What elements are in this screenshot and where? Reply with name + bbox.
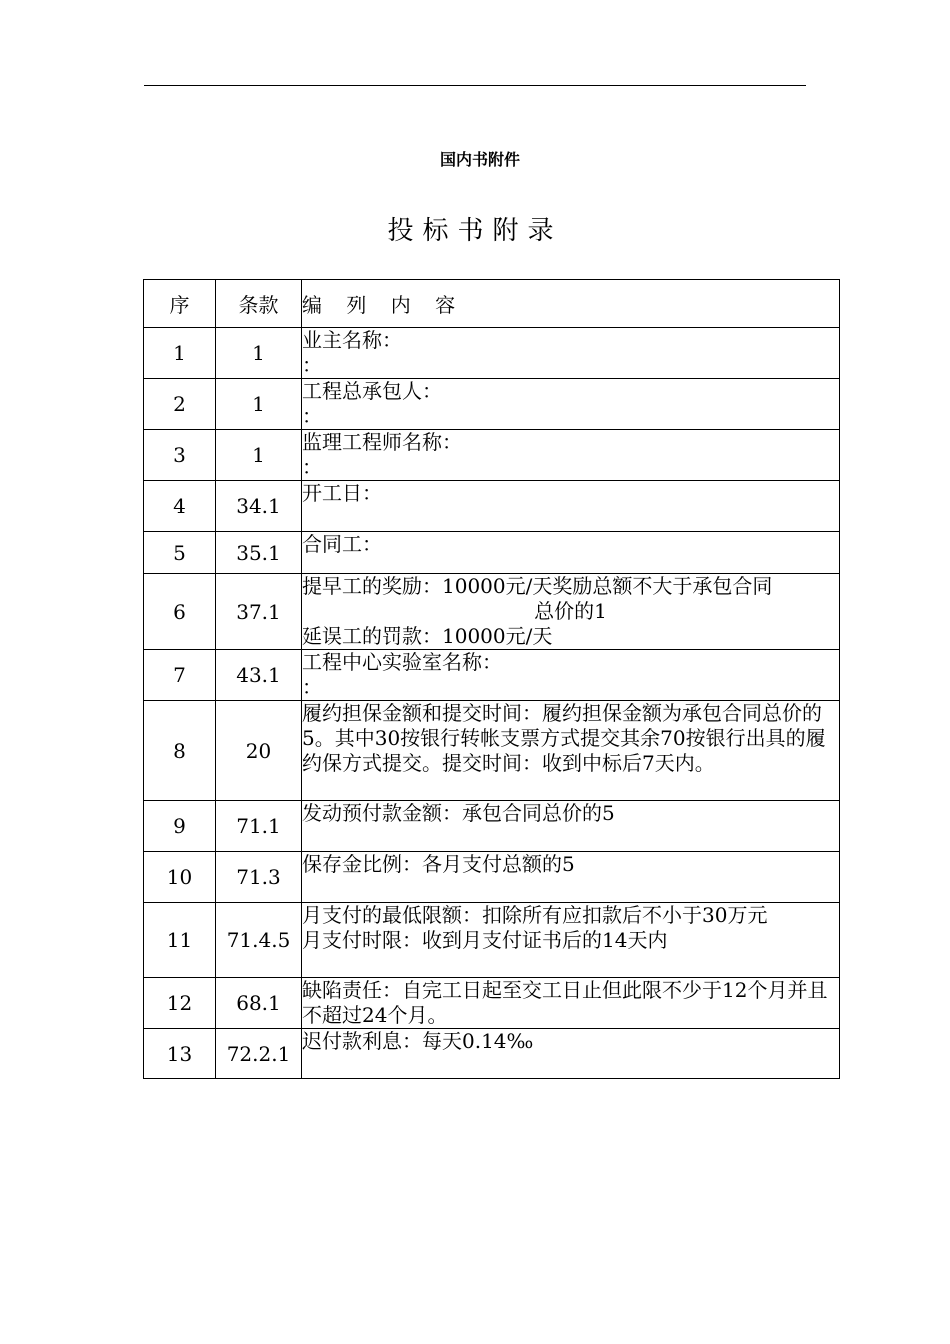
row-line: 保存金比例：各月支付总额的5 bbox=[302, 852, 575, 876]
row-text: 缺陷责任：自完工日起至交工日止但此限不少于12个月并且不超过24个月。 bbox=[302, 978, 828, 1027]
row-line: 工程总承包人： bbox=[302, 379, 442, 403]
table-row bbox=[144, 701, 840, 801]
row-seq: 13 bbox=[144, 1029, 216, 1079]
row-seq: 5 bbox=[144, 532, 216, 574]
document-title: 投标书附录 bbox=[387, 216, 563, 246]
table-row bbox=[144, 903, 840, 978]
row-seq: 2 bbox=[144, 379, 216, 430]
row-seq: 12 bbox=[144, 978, 216, 1029]
row-clause: 35.1 bbox=[216, 532, 302, 574]
row-seq: 1 bbox=[144, 328, 216, 379]
row-seq: 6 bbox=[144, 574, 216, 650]
row-seq: 7 bbox=[144, 650, 216, 701]
row-line: 延误工的罚款：10000元/天 bbox=[302, 624, 553, 648]
row-content bbox=[302, 328, 840, 379]
row-content bbox=[302, 701, 840, 801]
row-clause: 43.1 bbox=[216, 650, 302, 701]
row-line: 提早工的奖励：10000元/天奖励总额不大于承包合同 bbox=[302, 574, 773, 598]
row-line: 月支付时限：收到月支付证书后的14天内 bbox=[302, 928, 668, 952]
table-row bbox=[144, 801, 840, 852]
row-seq: 8 bbox=[144, 701, 216, 801]
row-line: 业主名称： bbox=[302, 328, 402, 352]
row-seq: 10 bbox=[144, 852, 216, 903]
row-seq: 9 bbox=[144, 801, 216, 852]
row-clause: 34.1 bbox=[216, 481, 302, 532]
row-clause: 68.1 bbox=[216, 978, 302, 1029]
row-clause: 1 bbox=[216, 379, 302, 430]
row-clause: 71.3 bbox=[216, 852, 302, 903]
row-content bbox=[302, 801, 840, 852]
table-row bbox=[144, 852, 840, 903]
row-clause: 1 bbox=[216, 430, 302, 481]
row-clause: 71.1 bbox=[216, 801, 302, 852]
table-row bbox=[144, 532, 840, 574]
row-seq: 4 bbox=[144, 481, 216, 532]
row-clause: 72.2.1 bbox=[216, 1029, 302, 1079]
row-line: 合同工： bbox=[302, 532, 382, 556]
table-row bbox=[144, 328, 840, 379]
table-row bbox=[144, 379, 840, 430]
row-line: 工程中心实验室名称： bbox=[302, 650, 502, 674]
top-rule bbox=[144, 85, 806, 86]
row-line: 迟付款利息：每天0.14‰ bbox=[302, 1029, 534, 1053]
row-clause: 71.4.5 bbox=[216, 903, 302, 978]
row-content bbox=[302, 903, 840, 978]
row-text: 月支付的最低限额：扣除所有应扣款后不小于30万元 bbox=[302, 903, 768, 927]
row-line: ： bbox=[302, 675, 322, 699]
table-row bbox=[144, 574, 840, 650]
table-row bbox=[144, 481, 840, 532]
row-content bbox=[302, 852, 840, 903]
table-row bbox=[144, 430, 840, 481]
row-content bbox=[302, 1029, 840, 1079]
header-seq: 序 bbox=[144, 280, 216, 328]
document-subtitle: 国内书附件 bbox=[439, 150, 520, 169]
row-seq: 3 bbox=[144, 430, 216, 481]
row-content bbox=[302, 574, 840, 650]
row-line: ： bbox=[302, 455, 322, 479]
row-content bbox=[302, 379, 840, 430]
row-line: ： bbox=[302, 353, 322, 377]
row-line: 开工日： bbox=[302, 481, 382, 505]
row-content bbox=[302, 481, 840, 532]
header-clause: 条款 bbox=[216, 280, 302, 328]
row-clause: 20 bbox=[216, 701, 302, 801]
row-clause: 1 bbox=[216, 328, 302, 379]
appendix-table bbox=[143, 279, 840, 1079]
row-line: 总价的1 bbox=[534, 599, 607, 623]
row-line: ： bbox=[302, 404, 322, 428]
row-seq: 11 bbox=[144, 903, 216, 978]
row-content bbox=[302, 978, 840, 1029]
table-header-row bbox=[144, 280, 840, 328]
row-line: 监理工程师名称： bbox=[302, 430, 462, 454]
table-row bbox=[144, 978, 840, 1029]
table-row bbox=[144, 650, 840, 701]
row-content bbox=[302, 650, 840, 701]
row-content bbox=[302, 430, 840, 481]
row-content bbox=[302, 532, 840, 574]
row-clause: 37.1 bbox=[216, 574, 302, 650]
table-row bbox=[144, 1029, 840, 1079]
row-line: 发动预付款金额：承包合同总价的5 bbox=[302, 801, 615, 825]
header-content: 编 列 内 容 bbox=[302, 280, 840, 328]
row-text: 履约担保金额和提交时间：履约担保金额为承包合同总价的5。其中30按银行转帐支票方式提交其余70按银行出具的履约保方式提交。提交时间：收到中标后7天内。 bbox=[302, 701, 826, 775]
